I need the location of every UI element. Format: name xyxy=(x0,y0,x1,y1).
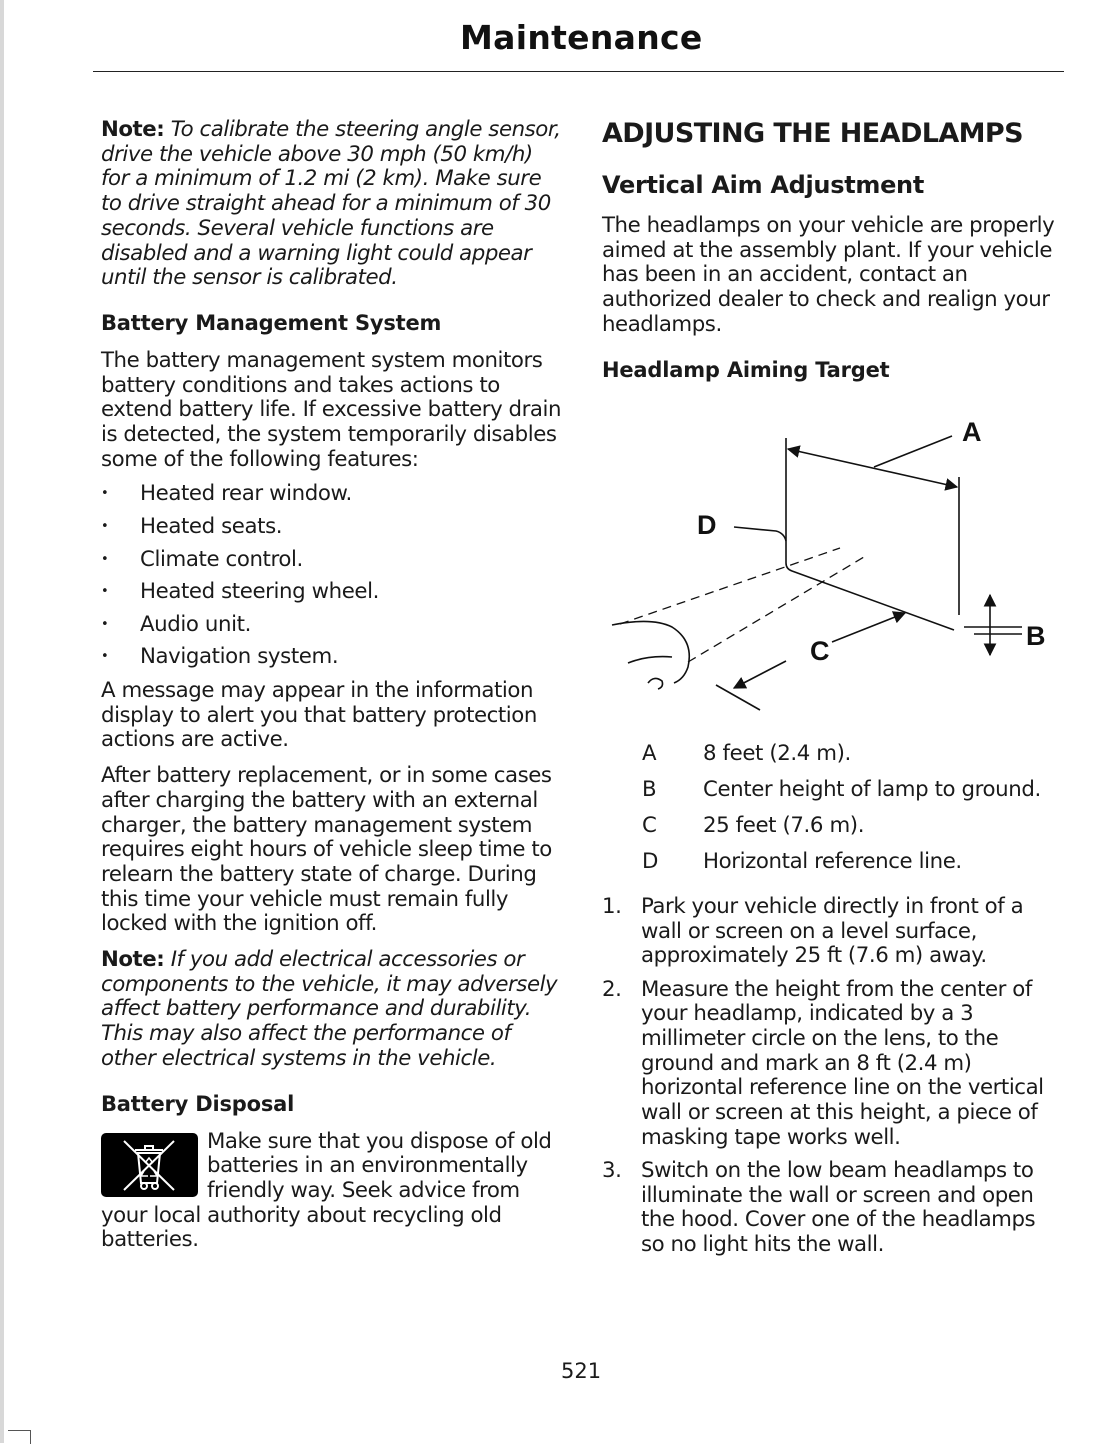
recycle-bin-crossed-icon xyxy=(101,1133,198,1197)
note-text: If you add electrical accessories or components to the vehicle, it may adversely affect battery performance and durability. This may also affect the performance of other electrical systems in the vehicle. xyxy=(101,947,558,1071)
legend-row xyxy=(642,778,1041,814)
legend-text: Horizontal reference line. xyxy=(703,849,962,874)
aiming-steps-list xyxy=(602,895,1064,1266)
label-c: C xyxy=(810,636,830,666)
label-d-leader xyxy=(734,527,786,541)
legend-row xyxy=(642,814,1041,850)
legend-key: C xyxy=(642,813,657,838)
headlamps-intro: The headlamps on your vehicle are properly aimed at the assembly plant. If your vehicle has been in an accident, contact an authorized dealer to check and realign your headlamps. xyxy=(602,213,1055,337)
list-item: • Heated steering wheel. xyxy=(101,580,563,613)
steering-calibration-note xyxy=(101,118,563,291)
label-a: A xyxy=(962,417,982,447)
dimension-c-arrow-left xyxy=(734,661,786,688)
vehicle-fender-line xyxy=(628,657,672,663)
list-item: • Heated seats. xyxy=(101,515,563,548)
page-header-title: Maintenance xyxy=(460,18,703,57)
legend-key: B xyxy=(642,777,657,802)
light-beam-upper xyxy=(620,548,840,624)
legend-text: 8 feet (2.4 m). xyxy=(703,741,851,766)
crop-mark xyxy=(8,1430,31,1444)
right-column xyxy=(602,118,1064,382)
list-item: • Climate control. xyxy=(101,548,563,581)
dimension-a-arrow xyxy=(788,449,957,487)
header-divider xyxy=(93,71,1064,72)
page-number: 521 xyxy=(561,1359,602,1383)
legend-text: Center height of lamp to ground. xyxy=(703,777,1041,802)
label-a-leader xyxy=(874,436,952,467)
list-item xyxy=(602,895,1064,969)
step-text: Measure the height from the center of your headlamp, indicated by a 3 millimeter circle on the lens, to the ground and mark an 8 ft (2.4 m) horizontal reference line on the vertical wall or screen at this height, a piece of masking tape works well. xyxy=(641,976,1044,1150)
list-item: • Heated rear window. xyxy=(101,482,563,515)
battery-disposal-heading: Battery Disposal xyxy=(101,1091,295,1116)
vertical-aim-heading: Vertical Aim Adjustment xyxy=(602,171,925,199)
step-number: 3. xyxy=(602,1158,622,1184)
battery-disposal-text: Make sure that you dispose of old batteries in an environmentally friendly way. Seek advice from your local authority about recycling old batteries. xyxy=(101,1128,552,1253)
diagram-legend xyxy=(642,742,1041,886)
step-text: Park your vehicle directly in front of a wall or screen on a level surface, approximately 25 ft (7.6 m) away. xyxy=(641,894,1024,969)
note-text: To calibrate the steering angle sensor, drive the vehicle above 30 mph (50 km/h) for a minimum of 1.2 mi (2 km). Make sure to drive straight ahead for a minimum of 30 seconds. Several vehicle functions are disabled and a warning light could appear until the sensor is calibrated. xyxy=(101,117,561,291)
list-item: • Audio unit. xyxy=(101,613,563,646)
legend-key: A xyxy=(642,741,657,766)
headlamp-aiming-diagram xyxy=(602,405,1064,729)
disabled-features-list xyxy=(101,482,563,678)
label-b: B xyxy=(1026,621,1046,651)
step-number: 2. xyxy=(602,976,622,1002)
legend-key: D xyxy=(642,849,658,874)
bms-heading: Battery Management System xyxy=(101,310,442,335)
note-label: Note: xyxy=(101,947,165,973)
legend-row xyxy=(642,742,1041,778)
light-beam-lower xyxy=(688,557,864,662)
step-number: 1. xyxy=(602,894,622,919)
battery-replacement-paragraph: After battery replacement, or in some cases after charging the battery with an external charger, the battery management system requires eight hours of vehicle sleep time to relearn the battery state of charge. During this time your vehicle must remain fully locked with the ignition off. xyxy=(101,763,552,937)
electrical-accessories-note xyxy=(101,948,563,1072)
note-label: Note: xyxy=(101,117,165,142)
aiming-target-heading: Headlamp Aiming Target xyxy=(602,357,890,382)
wall-base xyxy=(786,563,954,630)
page-edge xyxy=(0,0,4,1443)
vehicle-headlamp-outline xyxy=(648,678,663,689)
list-item: • Navigation system. xyxy=(101,645,563,678)
aiming-diagram-svg xyxy=(602,405,1064,725)
headlamps-heading: ADJUSTING THE HEADLAMPS xyxy=(602,118,1023,149)
list-item xyxy=(602,1159,1064,1258)
step-text: Switch on the low beam headlamps to illuminate the wall or screen and open the hood. Cover one of the headlamps so no light hits the wall. xyxy=(641,1158,1036,1258)
dimension-c-arrow-right xyxy=(832,613,905,642)
dimension-c-tick xyxy=(716,685,760,710)
list-item xyxy=(602,978,1064,1151)
bms-intro: The battery management system monitors battery conditions and takes actions to extend battery life. If excessive battery drain is detected, the system temporarily disables some of the following features: xyxy=(101,347,562,472)
left-column xyxy=(101,118,563,1253)
legend-text: 25 feet (7.6 m). xyxy=(703,813,865,838)
battery-disposal-block xyxy=(101,1130,563,1254)
battery-message-paragraph: A message may appear in the information display to alert you that battery protection actions are active. xyxy=(101,678,537,753)
label-d: D xyxy=(697,510,717,540)
legend-row xyxy=(642,850,1041,886)
vehicle-hood-outline xyxy=(612,621,689,683)
